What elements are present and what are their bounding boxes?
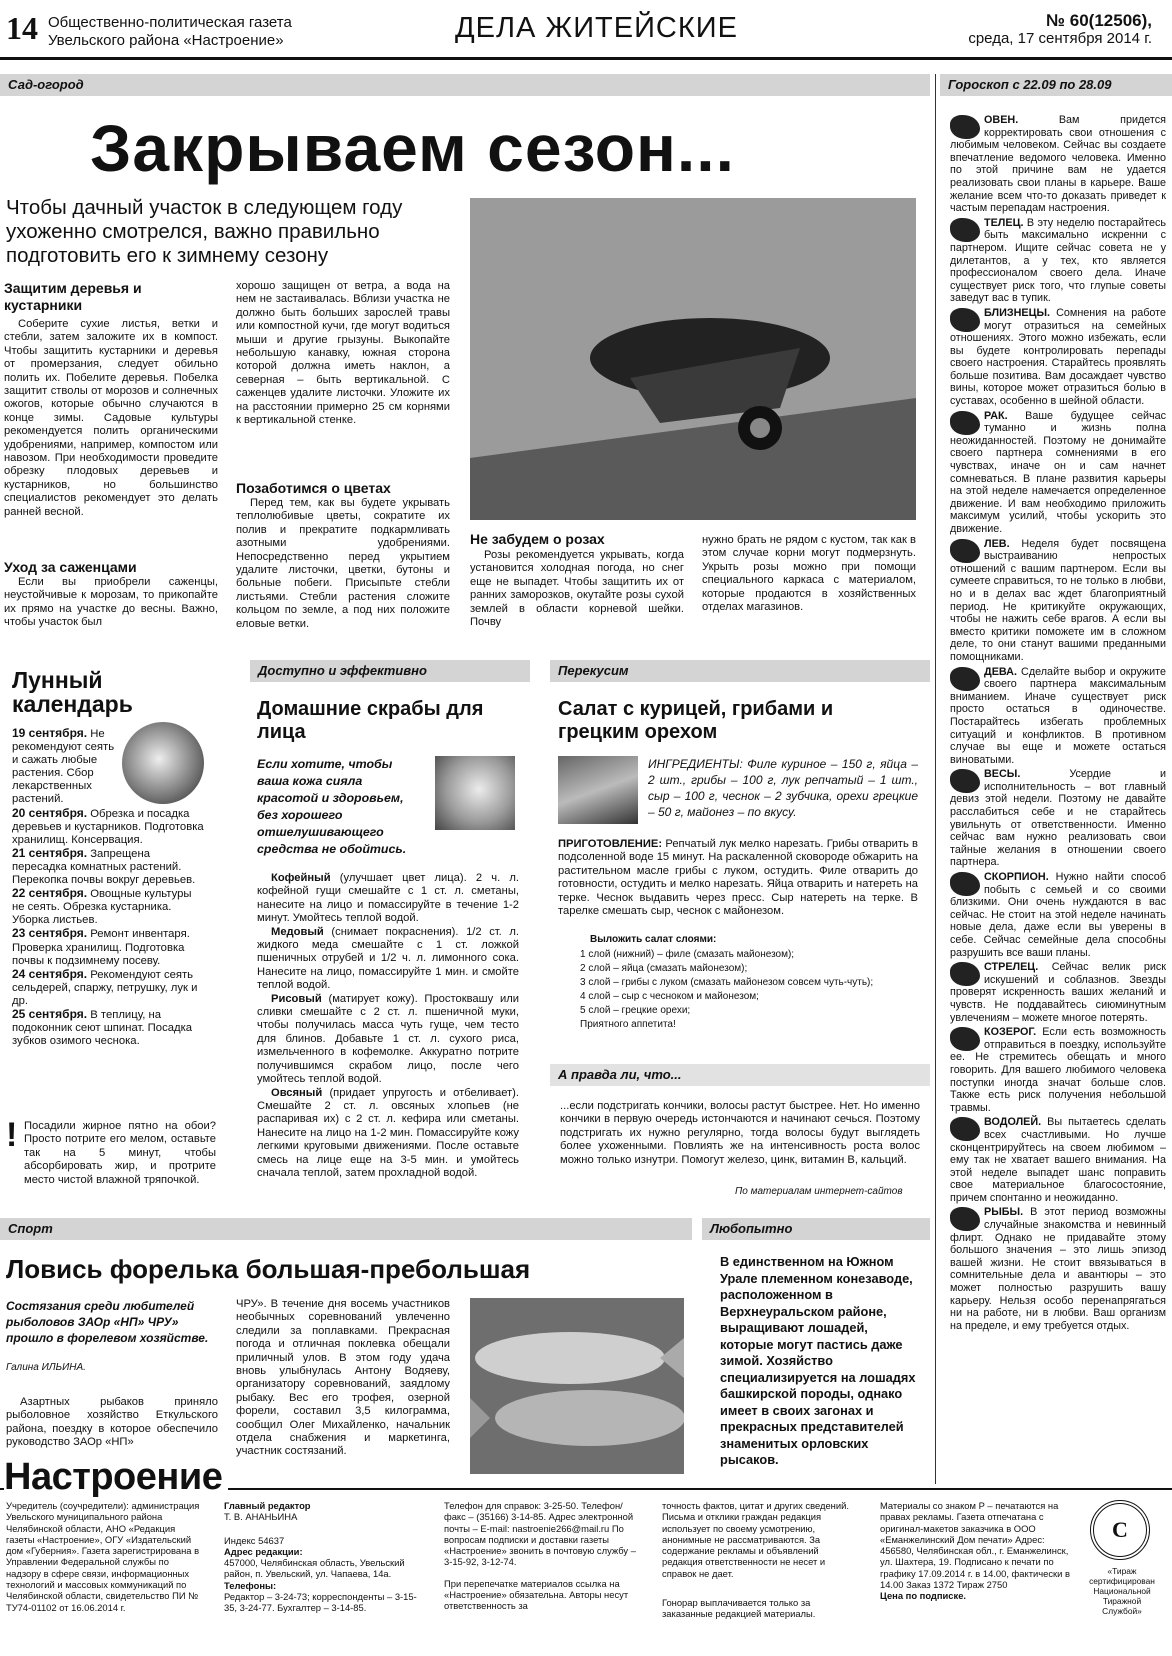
horoscope-sign (950, 538, 1166, 664)
salad-layers (580, 948, 920, 1032)
sign-name: ТЕЛЕЦ. (984, 216, 1024, 229)
rubric-truth: А правда ли, что... (550, 1064, 930, 1086)
sign-name: КОЗЕРОГ. (984, 1026, 1037, 1039)
text-flowers: Перед тем, как вы будете укрывать теплолюбивые цветы, сократите их полив и прекратите подкармливать азотными удобрениями. Непосредственно перед укрытием удалите листочки, цветки, бутоны и больные побеги. Присыпьте стебли листьями. Стебли растения сложите кольцом по земле, а под них положите еловые ветки. (236, 497, 450, 630)
footer-editor-block (224, 1500, 424, 1614)
moon-day (12, 887, 207, 927)
moon-day-text: Рекомендуют сеять сельдерей, спаржу, петрушку, лук и др. (12, 968, 198, 1007)
sign-text: Вам придется корректировать свои отношения с любимым человеком. Сейчас вы создаете впечатление ведомого человека. Именно по этой причине вам не удается реализовать свои планы в карьере. Ваше желание всем что-то доказать приведет к частым перепадам настроения. (950, 114, 1167, 215)
salad-photo (558, 756, 638, 824)
prep-text: Репчатый лук мелко нарезать. Грибы отварить в подсоленной воде 15 минут. На раскаленной сковороде обжарить на растительном масле грибы с луком, остудить. Филе отварить до готовности, остудить и мелко нарезать. Яйца отварить и натереть на терке. Чеснок выдавить через пресс. Сыр натереть на терке. В тарелке смешать сыр, чеснок с майонезом. (558, 838, 918, 918)
sign-text: Сейчас велик риск искушений и соблазнов. Звезды проверят искренность ваших желаний и чувств. Не поддавайтесь сиюминутным увлечениям – можете многое потерять. (950, 961, 1166, 1024)
tirazh-seal-icon: С (1090, 1500, 1150, 1560)
issue-date: среда, 17 сентября 2014 г. (968, 30, 1152, 47)
sport-lead: Состязания среди любителей рыболовов ЗАОр «НП» ЧРУ» прошло в форелевом хозяйстве. (6, 1299, 209, 1345)
scrub-rice-head: Рисовый (271, 992, 322, 1005)
sign-text: Если есть возможность отправиться в поездку, используйте ее. Не стремитесь обещать и много говорить. Для вашего любимого человека поступки иногда значат больше слов. Также есть риск получения небольшой травмы. (950, 1026, 1167, 1114)
masthead-line2: Увельского района «Настроение» (48, 32, 284, 49)
sign-name: ЛЕВ. (984, 537, 1010, 550)
editor-label: Главный редактор (224, 1500, 311, 1511)
moon-day-text: Ремонт инвентаря. Проверка хранилищ. Подготовка почвы к подзимнему посеву. (12, 928, 190, 967)
aries-icon (950, 115, 980, 139)
text-col5: нужно брать не рядом с кустом, так как в этом случае корни могут подмерзнуть. Укрыть розы можно при помощи специального каркаса с материалом, которые продаются в хозяйственных отделах магазинов. (702, 534, 916, 614)
heading-roses: Не забудем о розах (470, 531, 605, 547)
print-text: Материалы со знаком Р – печатаются на правах рекламы. Газета отпечатана с оригинал-макетов заказчика в ООО «Еманжелинский Дом печати» Адрес: 456580, Челябинская обл., г. Еманжелинск, ул. Шахтера, 19. Подписано к печати по графику 17.09.2014 г. в 14.00, фактически в 14.00 Заказ 1372 Тираж 2750 (880, 1500, 1070, 1591)
moon-day-date: 19 сентября. (12, 726, 88, 740)
salad-layer: 3 слой – грибы с луком (смазать майонезом совсем чуть-чуть); (580, 977, 874, 988)
horoscope-sign (950, 961, 1166, 1024)
sport-title: Ловись форелька большая-пребольшая (6, 1254, 531, 1284)
tip-text: Посадили жирное пятно на обои? Просто потрите его мелом, оставьте так на 5 минут, чтобы абсорбировать жир, и протрите место чистой влажной тряпочкой. (24, 1120, 216, 1186)
prep-label: ПРИГОТОВЛЕНИЕ: (558, 838, 663, 850)
editor-name: Т. В. АНАНЬИНА (224, 1511, 298, 1523)
horoscope-sign (950, 114, 1166, 215)
horoscope-sign (950, 1116, 1166, 1204)
scrub-text (257, 872, 519, 1180)
salad-layers-head: Выложить салат слоями: (590, 934, 717, 945)
gemini-icon (950, 308, 980, 332)
sport-col2: ЧРУ». В течение дня восемь участников необычных соревнований увлеченно следили за поплавками. Прекрасная погода и отличная поклевка обещали приличный улов. В этом году удача вновь улыбнулась Антону Водяеву, организатору соревнований, заядлому рыбаку. Вес его трофея, озерной форели, составил 3,5 килограмма, сообщил Олег Михайленко, начальник отдела снабжения и маркетинга, участник состязаний. (236, 1298, 450, 1458)
footer-accuracy (662, 1500, 857, 1620)
sport-col1: Азартных рыбаков приняло рыболовное хозяйство Еткульского района, поездку в которое обеспечило руководство ЗАОр «НП» (6, 1396, 218, 1449)
sign-name: РЫБЫ. (984, 1206, 1024, 1219)
moon-day-text: Обрезка и посадка деревьев и кустарников. Подготовка хранилищ. Консервация. (12, 807, 204, 846)
column-divider (935, 74, 936, 1484)
capricorn-icon (950, 1027, 980, 1051)
salad-layer: 4 слой – сыр с чесноком и майонезом; (580, 991, 759, 1002)
moon-day (12, 807, 207, 847)
moon-title: Лунный календарь (12, 667, 133, 717)
salad-title: Салат с курицей, грибами и грецким орехом (558, 698, 834, 743)
horoscope-sign (950, 768, 1166, 869)
scrub-oat-head: Овсяный (271, 1086, 323, 1099)
scrub-honey-head: Медовый (271, 925, 324, 938)
rubric-scrub: Доступно и эффективно (250, 660, 530, 682)
truth-text: ...если подстригать кончики, волосы растут быстрее. Нет. Но именно кончики в первую очередь истончаются и начинают сечься. Поэтому подстригать их нужно регулярно, тогда волосы будут выглядеть более ухоженными. Повлиять же на интенсивность роста волос можно только изнутри. Помогут железо, цинк, витамин B, кальций. (560, 1100, 920, 1166)
moon-day-text: Не рекомендуют сеять и сажать любые растения. Сбор лекарственных растений. (12, 728, 115, 806)
moon-day-date: 20 сентября. (12, 805, 88, 820)
horoscope-sign (950, 666, 1166, 767)
article-lead: Чтобы дачный участок в следующем году ухоженно смотрелся, важно правильно подготовить его к зимнему сезону (6, 196, 403, 267)
horoscope-list (950, 114, 1166, 1334)
garden-photo (470, 198, 916, 520)
sign-text: Нужно найти способ побыть с семьей и со своими близкими. Они очень нуждаются в вас сейчас. Не стоит на этой неделе начинать новые дела, даже если вы уверены в себе. Сейчас семейные дела способны разрушить все ваши планы. (950, 871, 1166, 959)
sign-text: Ваше будущее сейчас туманно и жизнь полна неожиданностей. Поэтому не донимайте своего партнера сомнениями в его чувствах, иначе он и сам начнет сомневаться. В плане развития карьеры на этой неделе намечается определенное движение. И вам необходимо приложить максимум усилий, чтобы ускорить это движение. (950, 409, 1167, 535)
reprint-text: При перепечатке материалов ссылка на «Настроение» обязательна. Авторы несут ответственность за (444, 1577, 629, 1612)
moon-day (12, 927, 207, 967)
price-text: Цена по подписке. (880, 1590, 967, 1602)
moon-day (12, 1008, 207, 1048)
ingredients-text: Филе куриное – 150 г, яйца – 2 шт., грибы – 100 г, лук репчатый – 1 шт., сыр – 100 г, чеснок – 2 зубчика, орехи грецкие – 50 г, майонез – по вкусу. (648, 757, 919, 819)
rubric-horoscope: Гороскоп с 22.09 по 28.09 (940, 74, 1172, 96)
fish-photo (470, 1298, 684, 1474)
rubric-salad: Перекусим (550, 660, 930, 682)
heading-flowers: Позаботимся о цветах (236, 480, 391, 496)
section-title: ДЕЛА ЖИТЕЙСКИЕ (455, 12, 738, 44)
sign-name: РАК. (984, 409, 1008, 422)
sign-name: ВОДОЛЕЙ. (984, 1116, 1042, 1129)
taurus-icon (950, 218, 980, 242)
horoscope-sign (950, 1206, 1166, 1332)
salad-ingredients (648, 756, 918, 820)
salad-layer: 2 слой – яйца (смазать майонезом); (580, 963, 748, 974)
address-text: 457000, Челябинская область, Увельский район, п. Увельский, ул. Чапаева, 14а. (224, 1557, 405, 1580)
footer-contacts (444, 1500, 639, 1612)
article-title: Закрываем сезон... (90, 111, 735, 185)
sign-text: Неделя будет посвящена выстраиванию непростых отношений с вашим партнером. Если вы сумеете справиться, то не только в любви, но и в делах вас ждет благоприятный период. Не критикуйте окружающих, чтобы не нажить себе врагов. А если вы вместо критики поможете им в сложном деле, то они станут вашими преданными помощниками. (950, 537, 1166, 663)
accuracy-text: точность фактов, цитат и других сведений. Письма и отклики граждан редакция использует по своему усмотрению, анонимные не рассматриваются. За содержание рекламы и объявлений редакция ответственности не несет и справок не дает. (662, 1500, 849, 1579)
sign-name: СТРЕЛЕЦ. (984, 961, 1039, 974)
sign-text: В эту неделю постарайтесь быть максимально искренни с партнером. Ищите сейчас совета не у дилетантов, а у тех, кто является профессионалом своего дела. Иначе существует риск того, что глупые советы заведут вас в тупик. (950, 216, 1167, 305)
moon-day (12, 727, 120, 807)
footer-founders: Учредитель (соучредители): администрация Увельского муниципального района Челябинской области, АНО «Редакция газеты «Настроение», ОГУ «Издательский дом «Губерния». Газета зарегистрирована в Управлении Федеральной службы по надзору в сфере связи, информационных технологий и массовых коммуникаций по Челябинской области, свидетельство ПИ № ТУ74-01102 от 16.06.2014 г. (6, 1500, 200, 1613)
horoscope-sign (950, 871, 1166, 959)
sign-text: В этот период возможны случайные знакомства и невинный флирт. Однако не придавайте этому большого значения – это лишь эпизод вашей жизни. Не стоит ввязываться в сомнительные дела и авантюры – это может полностью разрушить вашу карьеру. Нельзя особо перенапрягаться ни на работе, ни в любви. Ваш организм на пределе, и ему требуется отдых. (950, 1206, 1166, 1332)
pisces-icon (950, 1207, 980, 1231)
libra-icon (950, 769, 980, 793)
moon-day-text: В теплицу, на подоконник сеют шпинат. Посадка зубков озимого чеснока. (12, 1008, 193, 1048)
horoscope-sign (950, 1026, 1166, 1114)
contacts-text: Телефон для справок: 3-25-50. Телефон/факс – (35166) 3-14-85. Адрес электронной почты – E-mail: nastroenie266@mail.ru По вопросам подписки и доставки газеты «Настроение» звонить в почтовую службу – 3-15-92, 3-12-74. (444, 1500, 636, 1568)
scrub-rice: (матирует кожу). Простоквашу или сливки смешайте с 2 ст. л. пшеничной муки, чтобы получилась масса чуть гуще, чем тесто для блинов. Добавьте 1 ст. л. сухого риса, измельченного в кофемолке. Аккуратно потрите получившимся скрабом лицо, после чего умойтесь теплой водой. (257, 992, 519, 1086)
moon-day (12, 968, 207, 1008)
tip-mark: ! (6, 1116, 18, 1154)
scrub-lead: Если хотите, чтобы ваша кожа сияла красотой и здоровьем, без хорошего отшелушивающего средства не обойтись. (257, 757, 407, 856)
moon-day-date: 24 сентября. (12, 966, 88, 981)
scrub-coffee-head: Кофейный (271, 872, 331, 884)
heading-trees: Защитим деревья и кустарники (4, 280, 142, 313)
header-rule (0, 57, 1172, 60)
salad-prep (558, 838, 918, 918)
curious-text: В единственном на Южном Урале племенном конезаводе, расположенном в Верхнеуральском районе, выращивают лошадей, которые могут пастись даже зимой. Хозяйство специализируется на лошадях башкирской породы, однако имеет в своих загонах и прекрасных представителей знаменитых орловских рысаков. (720, 1254, 916, 1467)
page-number: 14 (6, 10, 38, 46)
text-trees: Соберите сухие листья, ветки и стебли, затем заложите их в компост. Чтобы защитить кустарники и деревья от промерзания, следует обильно полить их. Побелите деревья. Побелка защитит стволы от морозов и солнечных ожогов, которые обычно случаются в конце зимы. Садовые культуры рекомендуется полить органическими удобрениями, например, компостом или навозом. При необходимости проведите обрезку плодовых деревьев и кустарников, но большинство специалистов рекомендует это делать ранней весной. (4, 318, 218, 518)
issue-number: № 60(12506), (1046, 11, 1152, 30)
sign-name: ДЕВА. (984, 665, 1017, 678)
fee-text: Гонорар выплачивается только за заказанные редакцией материалы. (662, 1597, 816, 1620)
rubric-curious: Любопытно (702, 1218, 930, 1240)
sign-text: Сомнения на работе могут отразиться на семейных отношениях. Этого можно избежать, если вы будете контролировать перепады своего настроения. Старайтесь проявлять больше позитива. Вам досаждает чувство вины, которое может отразиться болью в суставах, особенно в шейной области. (950, 306, 1167, 408)
sign-name: ОВЕН. (984, 114, 1019, 126)
truth-source: По материалам интернет-сайтов (735, 1186, 903, 1197)
heading-seedlings: Уход за саженцами (4, 559, 137, 575)
horoscope-sign (950, 307, 1166, 408)
moon-day-date: 22 сентября. (12, 886, 88, 901)
virgo-icon (950, 667, 980, 691)
moon-day-text: Запрещена пересадка комнатных растений. Перекопка почвы вокруг деревьев. (12, 847, 196, 887)
text-col2: хорошо защищен от ветра, а вода на нем не застаивалась. Вблизи участка не должно быть больших зарослей травы или компостной кучи, где могут водиться мыши и другие грызуны. Выкопайте небольшую канавку, южная сторона которой должна иметь наклон, а северная – быть вертикальной. С саженцев удалите листочки. Уложите их на расстоянии примерно 25 см корнями к вертикальной стенке. (236, 280, 450, 427)
salad-layer: 1 слой (нижний) – филе (смазать майонезом); (580, 949, 795, 960)
sagittarius-icon (950, 962, 980, 986)
aquarius-icon (950, 1117, 980, 1141)
moon-day-date: 25 сентября. (12, 1006, 88, 1021)
text-roses: Розы рекомендуется укрывать, когда установится холодная погода, но снег еще не выпадет. Чтобы защитить их от ранних заморозков, окутайте розы сухой землей в области корневой шейки. Почву (470, 549, 684, 629)
subscription-index: Индекс 54637 (224, 1534, 285, 1546)
phones-text: Редактор – 3-24-73; корреспонденты – 3-15-35, 3-24-77. Бухгалтер – 3-14-85. (224, 1591, 417, 1614)
sign-text: Вы пытаетесь сделать всех счастливыми. Но лучше сконцентрируйтесь на своем любимом – ему так не хватает вашего внимания. На этой неделе выпадет шанс поправить свое материальное благосостояние, причем спонтанно и неожиданно. (950, 1116, 1166, 1204)
moon-day-date: 23 сентября. (12, 926, 88, 941)
phones-label: Телефоны: (224, 1579, 277, 1591)
horoscope-sign (950, 217, 1166, 305)
moon-list (12, 727, 207, 1048)
ingredients-label: ИНГРЕДИЕНТЫ: (648, 757, 743, 771)
footer-logo: Настроение (4, 1456, 228, 1499)
scrub-oat: (придает упругость и отбеливает). Смешайте 2 ст. л. овсяных хлопьев (не распаривая их) с 2 ст. л. кефира или сметаны. Нанесите на лицо на 1-2 мин. Помассируйте кожу легкими круговыми движениями. После оставьте смесь на лице еще на 3-5 мин. и умойтесь сначала теплой, затем прохладной водой. (257, 1086, 520, 1179)
sign-name: СКОРПИОН. (984, 871, 1049, 884)
rubric-garden: Сад-огород (0, 74, 930, 96)
sign-text: Усердие и исполнительность – вот главный девиз этой недели. Поэтому не давайте расслабиться себе и не старайтесь увильнуть от ответственности. Именно сейчас вам нужно реализовать свои тайные желания в отношении своего партнера. (950, 768, 1166, 869)
masthead-line1: Общественно-политическая газета (48, 14, 292, 31)
scrub-honey: (снимает покраснения). 1/2 ст. л. жидкого меда смешайте с 1 ст. ложкой пшеничных отрубей и 1/2 ч. л. лимонного сока. Нанесите на лицо, помассируйте 1 мин. и смойте теплой водой. (257, 925, 519, 992)
address-label: Адрес редакции: (224, 1545, 303, 1557)
horoscope-sign (950, 410, 1166, 536)
sport-author: Галина ИЛЬИНА. (6, 1362, 86, 1373)
seal-caption: «Тираж сертифицирован Национальной Тиражной Службой» (1089, 1566, 1155, 1616)
scrub-title: Домашние скрабы для лица (257, 698, 484, 743)
cancer-icon (950, 411, 980, 435)
rubric-sport: Спорт (0, 1218, 692, 1240)
scrub-coffee: (улучшает цвет лица). 2 ч. л. кофейной гущи смешайте с 1 ст. л. сметаны, нанесите на лицо и помассируйте в течение 1-2 минут. Умойтесь теплой водой. (257, 872, 519, 925)
sign-name: ВЕСЫ. (984, 768, 1021, 781)
scorpio-icon (950, 872, 980, 896)
salad-layer: 5 слой – грецкие орехи; (580, 1005, 691, 1016)
footer-print (880, 1500, 1070, 1602)
text-seedlings: Если вы приобрели саженцы, неустойчивые к морозам, то прикопайте их прямо на участке до весны. Важно, чтобы участок был (4, 576, 218, 629)
salad-layer: Приятного аппетита! (580, 1019, 676, 1030)
moon-day (12, 847, 207, 887)
sign-name: БЛИЗНЕЦЫ. (984, 306, 1051, 319)
moon-day-date: 21 сентября. (12, 845, 88, 860)
moon-day-text: Овощные культуры не сеять. Обрезка кустарника. Уборка листьев. (12, 888, 192, 927)
face-photo (435, 756, 515, 830)
sign-text: Сделайте выбор и окружите своего партнера максимальным вниманием. Иначе существует риск просто остаться в одиночестве. Постарайтесь избегать проблемных ситуаций и конфликтов. В противном случае вы еще и можете остаться виноватыми. (950, 665, 1167, 766)
leo-icon (950, 539, 980, 563)
